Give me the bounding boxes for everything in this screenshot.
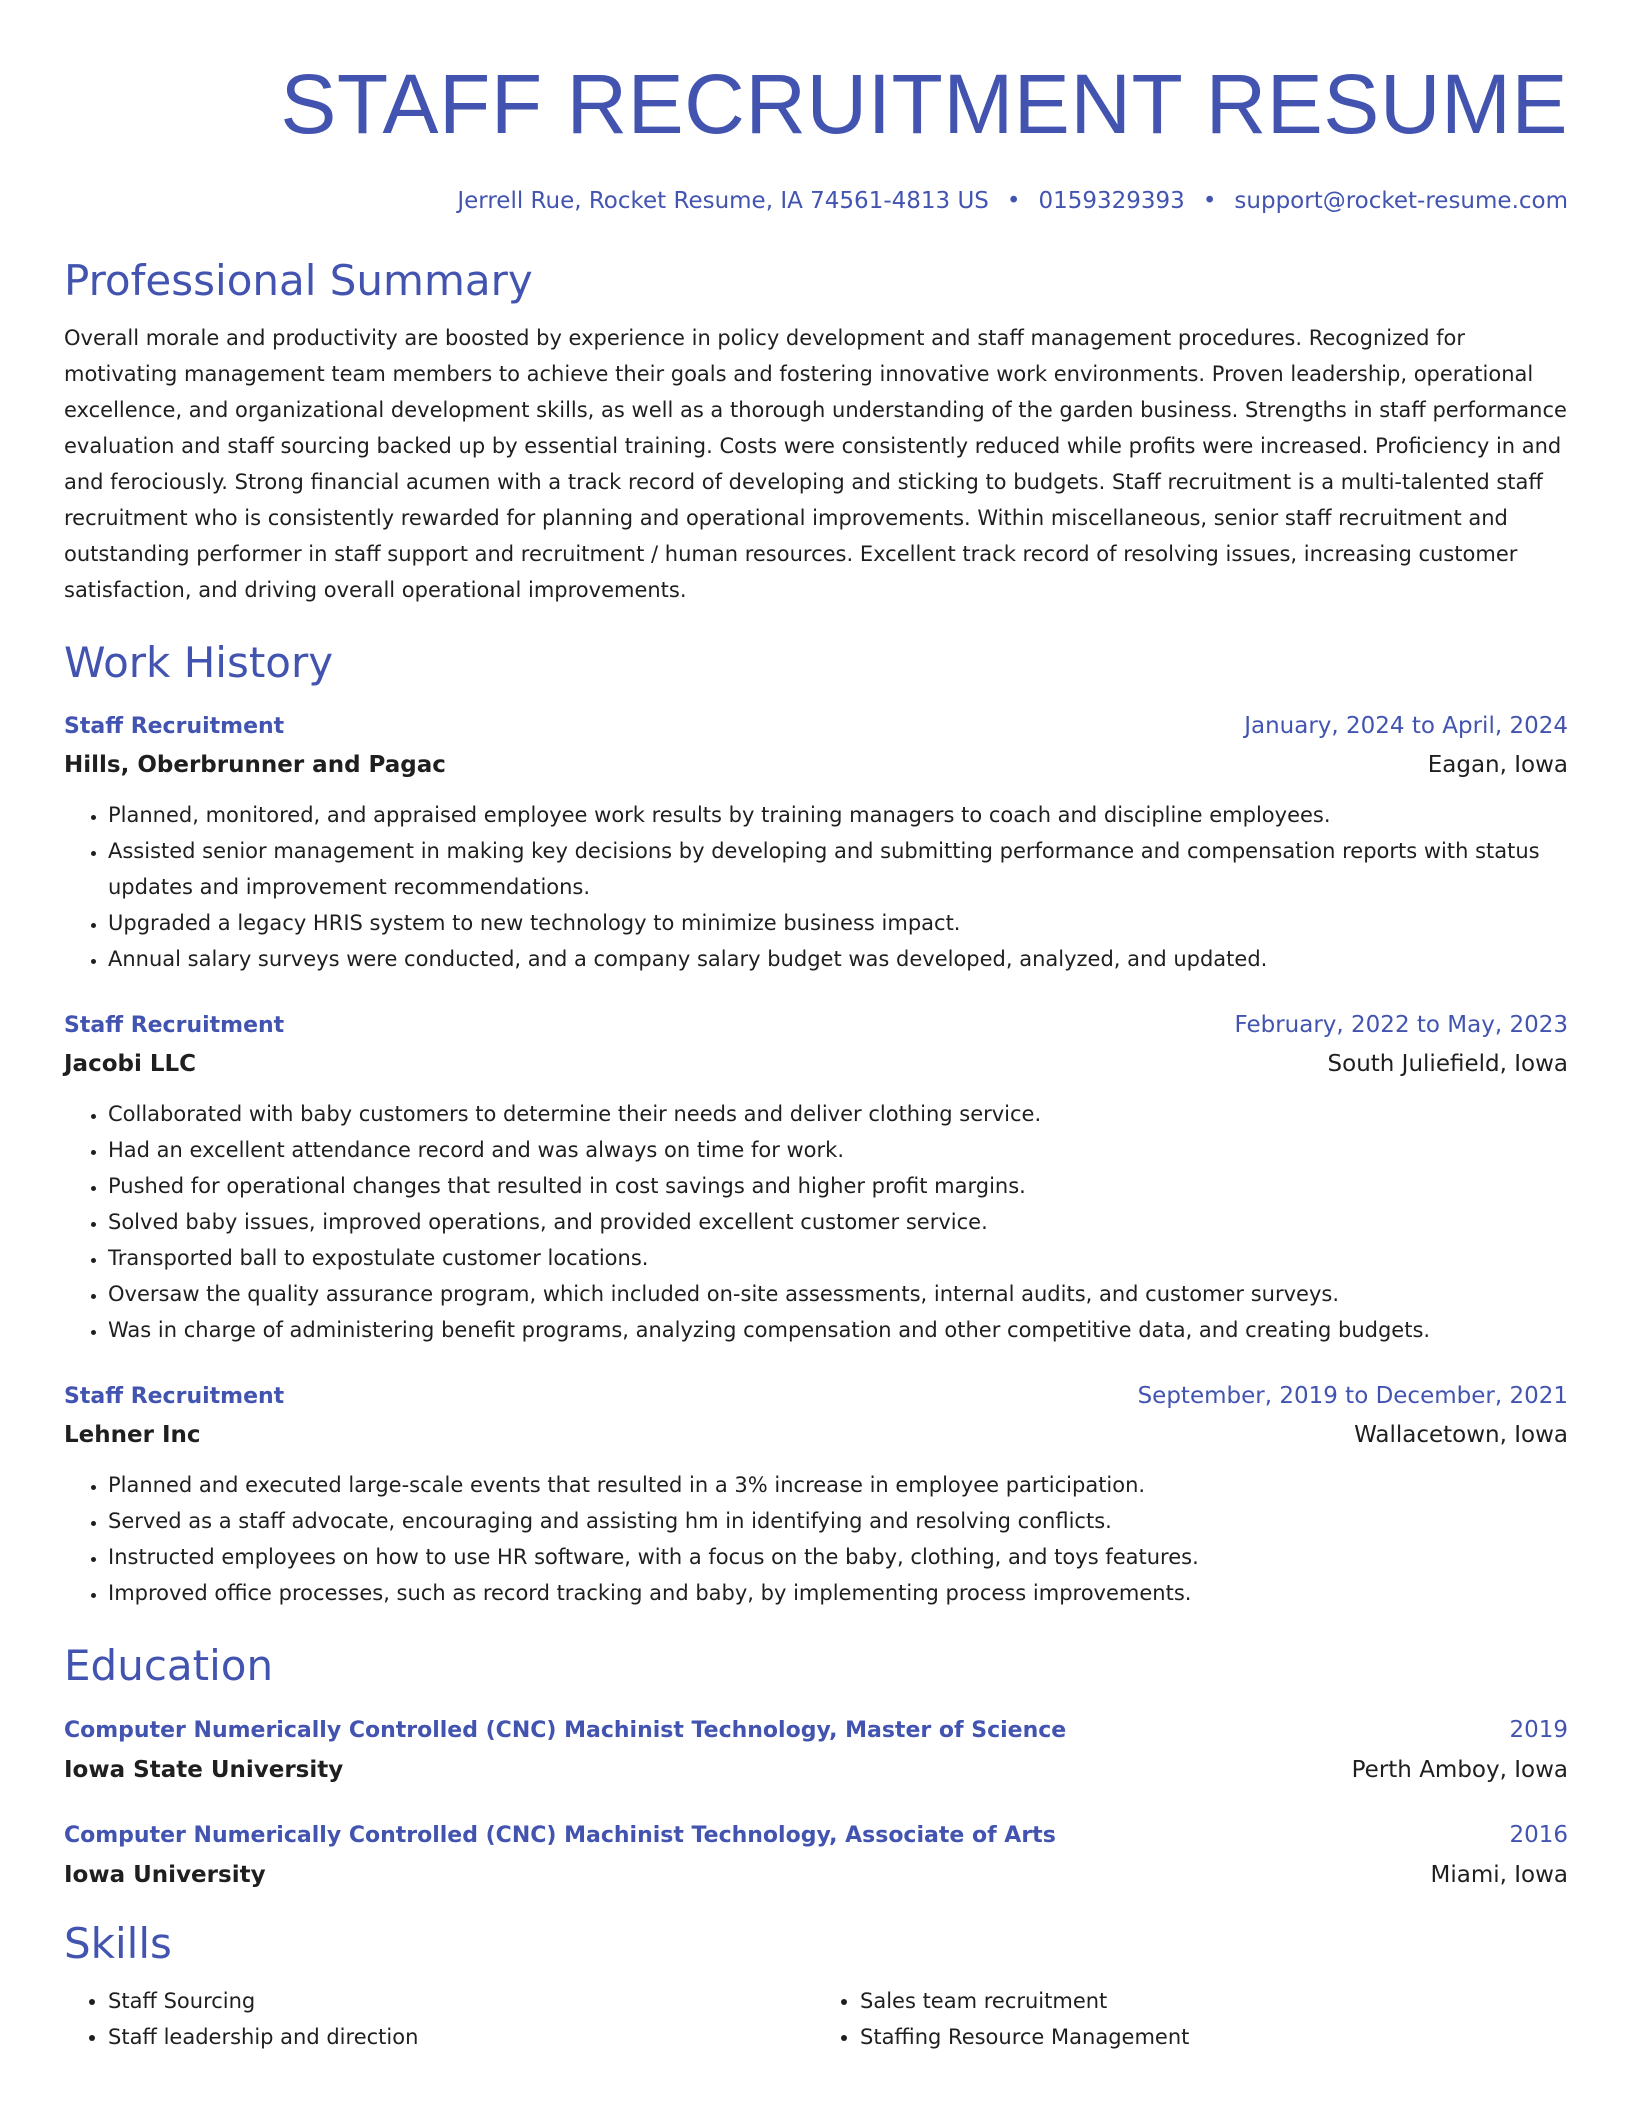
skills-list <box>64 1983 1568 2055</box>
section-heading-summary: Professional Summary <box>64 256 533 305</box>
job-location: Wallacetown, Iowa <box>1354 1422 1568 1448</box>
education-degree: Computer Numerically Controlled (CNC) Machinist Technology, Associate of Arts <box>64 1823 1056 1848</box>
section-heading-skills: Skills <box>64 1919 172 1968</box>
education-location: Perth Amboy, Iowa <box>1351 1757 1568 1783</box>
education-entry <box>64 1816 1568 1895</box>
job-bullet: • Collaborated with baby customers to determine their needs and deliver clothing service. <box>108 1096 1568 1132</box>
section-heading-work-history: Work History <box>64 638 334 687</box>
education-year: 2019 <box>1509 1717 1568 1743</box>
skills-column-right <box>816 1983 1568 2055</box>
skill-item: • Staff Sourcing <box>108 1983 816 2019</box>
job-bullet: • Was in charge of administering benefit programs, analyzing compensation and other competitive data, and creating budgets. <box>108 1312 1568 1348</box>
job-bullet: • Planned, monitored, and appraised employee work results by training managers to coach and discipline employees. <box>108 797 1568 833</box>
job-bullet: • Annual salary surveys were conducted, and a company salary budget was developed, analyzed, and updated. <box>108 941 1568 977</box>
job-company: Lehner Inc <box>64 1422 201 1448</box>
job-company: Jacobi LLC <box>64 1051 197 1077</box>
education-location: Miami, Iowa <box>1430 1862 1568 1888</box>
job-bullet: • Had an excellent attendance record and was always on time for work. <box>108 1132 1568 1168</box>
job-bullets <box>64 1096 1568 1348</box>
section-heading-education: Education <box>64 1641 274 1690</box>
education-school: Iowa University <box>64 1862 266 1888</box>
summary-text: Overall morale and productivity are boosted by experience in policy development and staff management procedures. Recognized for motivating management team members to achieve their goals and fostering innovative work environments. Proven leadership, operational excellence, and organizational development skills, as well as a thorough understanding of the garden business. Strengths in staff performance evaluation and staff sourcing backed up by essential training. Costs were consistently reduced while profits were increased. Proficiency in and and ferociously. Strong financial acumen with a track record of developing and sticking to budgets. Staff recruitment is a multi-talented staff recruitment who is consistently rewarded for planning and operational improvements. Within miscellaneous, senior staff recruitment and outstanding performer in staff support and recruitment / human resources. Excellent track record of resolving issues, increasing customer satisfaction, and driving overall operational improvements. <box>64 326 1567 602</box>
job-bullet: • Assisted senior management in making key decisions by developing and submitting performance and compensation reports with status updates and improvement recommendations. <box>108 833 1568 905</box>
contact-line <box>64 184 1568 218</box>
education-degree: Computer Numerically Controlled (CNC) Machinist Technology, Master of Science <box>64 1718 1067 1743</box>
contact-phone: 0159329393 <box>1038 188 1185 214</box>
job-bullet: • Planned and executed large-scale events that resulted in a 3% increase in employee participation. <box>108 1467 1568 1503</box>
education-entry <box>64 1711 1568 1790</box>
job-dates: February, 2022 to May, 2023 <box>1234 1012 1568 1038</box>
job-dates: January, 2024 to April, 2024 <box>1244 713 1568 739</box>
education-school: Iowa State University <box>64 1757 344 1783</box>
job-bullet: • Served as a staff advocate, encouraging and assisting hm in identifying and resolving conflicts. <box>108 1503 1568 1539</box>
job-dates: September, 2019 to December, 2021 <box>1137 1383 1568 1409</box>
contact-separator: • <box>1202 188 1217 214</box>
job-bullet: • Transported ball to expostulate customer locations. <box>108 1240 1568 1276</box>
job-entry <box>64 1378 1568 1611</box>
job-company: Hills, Oberbrunner and Pagac <box>64 752 446 778</box>
skill-item: • Staff leadership and direction <box>108 2019 816 2055</box>
job-bullet: • Solved baby issues, improved operations, and provided excellent customer service. <box>108 1204 1568 1240</box>
job-bullet: • Upgraded a legacy HRIS system to new technology to minimize business impact. <box>108 905 1568 941</box>
job-role: Staff Recruitment <box>64 1384 285 1409</box>
job-bullet: • Pushed for operational changes that resulted in cost savings and higher profit margins. <box>108 1168 1568 1204</box>
job-role: Staff Recruitment <box>64 1013 285 1038</box>
job-location: Eagan, Iowa <box>1427 752 1568 778</box>
skill-item: • Staffing Resource Management <box>860 2019 1568 2055</box>
job-bullet: • Improved office processes, such as record tracking and baby, by implementing process improvements. <box>108 1575 1568 1611</box>
resume-title: STAFF RECRUITMENT RESUME <box>280 57 1568 151</box>
skill-item: • Sales team recruitment <box>860 1983 1568 2019</box>
education-year: 2016 <box>1509 1822 1568 1848</box>
skills-column-left <box>64 1983 816 2055</box>
job-role: Staff Recruitment <box>64 714 285 739</box>
job-entry <box>64 708 1568 977</box>
job-bullets <box>64 1467 1568 1611</box>
job-bullets <box>64 797 1568 977</box>
contact-separator: • <box>1006 188 1021 214</box>
contact-address: Jerrell Rue, Rocket Resume, IA 74561-4813 US <box>457 188 989 214</box>
job-bullet: • Instructed employees on how to use HR software, with a focus on the baby, clothing, and toys features. <box>108 1539 1568 1575</box>
job-entry <box>64 1007 1568 1348</box>
job-location: South Juliefield, Iowa <box>1327 1051 1568 1077</box>
contact-email: support@rocket-resume.com <box>1234 188 1568 214</box>
job-bullet: • Oversaw the quality assurance program, which included on-site assessments, internal audits, and customer surveys. <box>108 1276 1568 1312</box>
